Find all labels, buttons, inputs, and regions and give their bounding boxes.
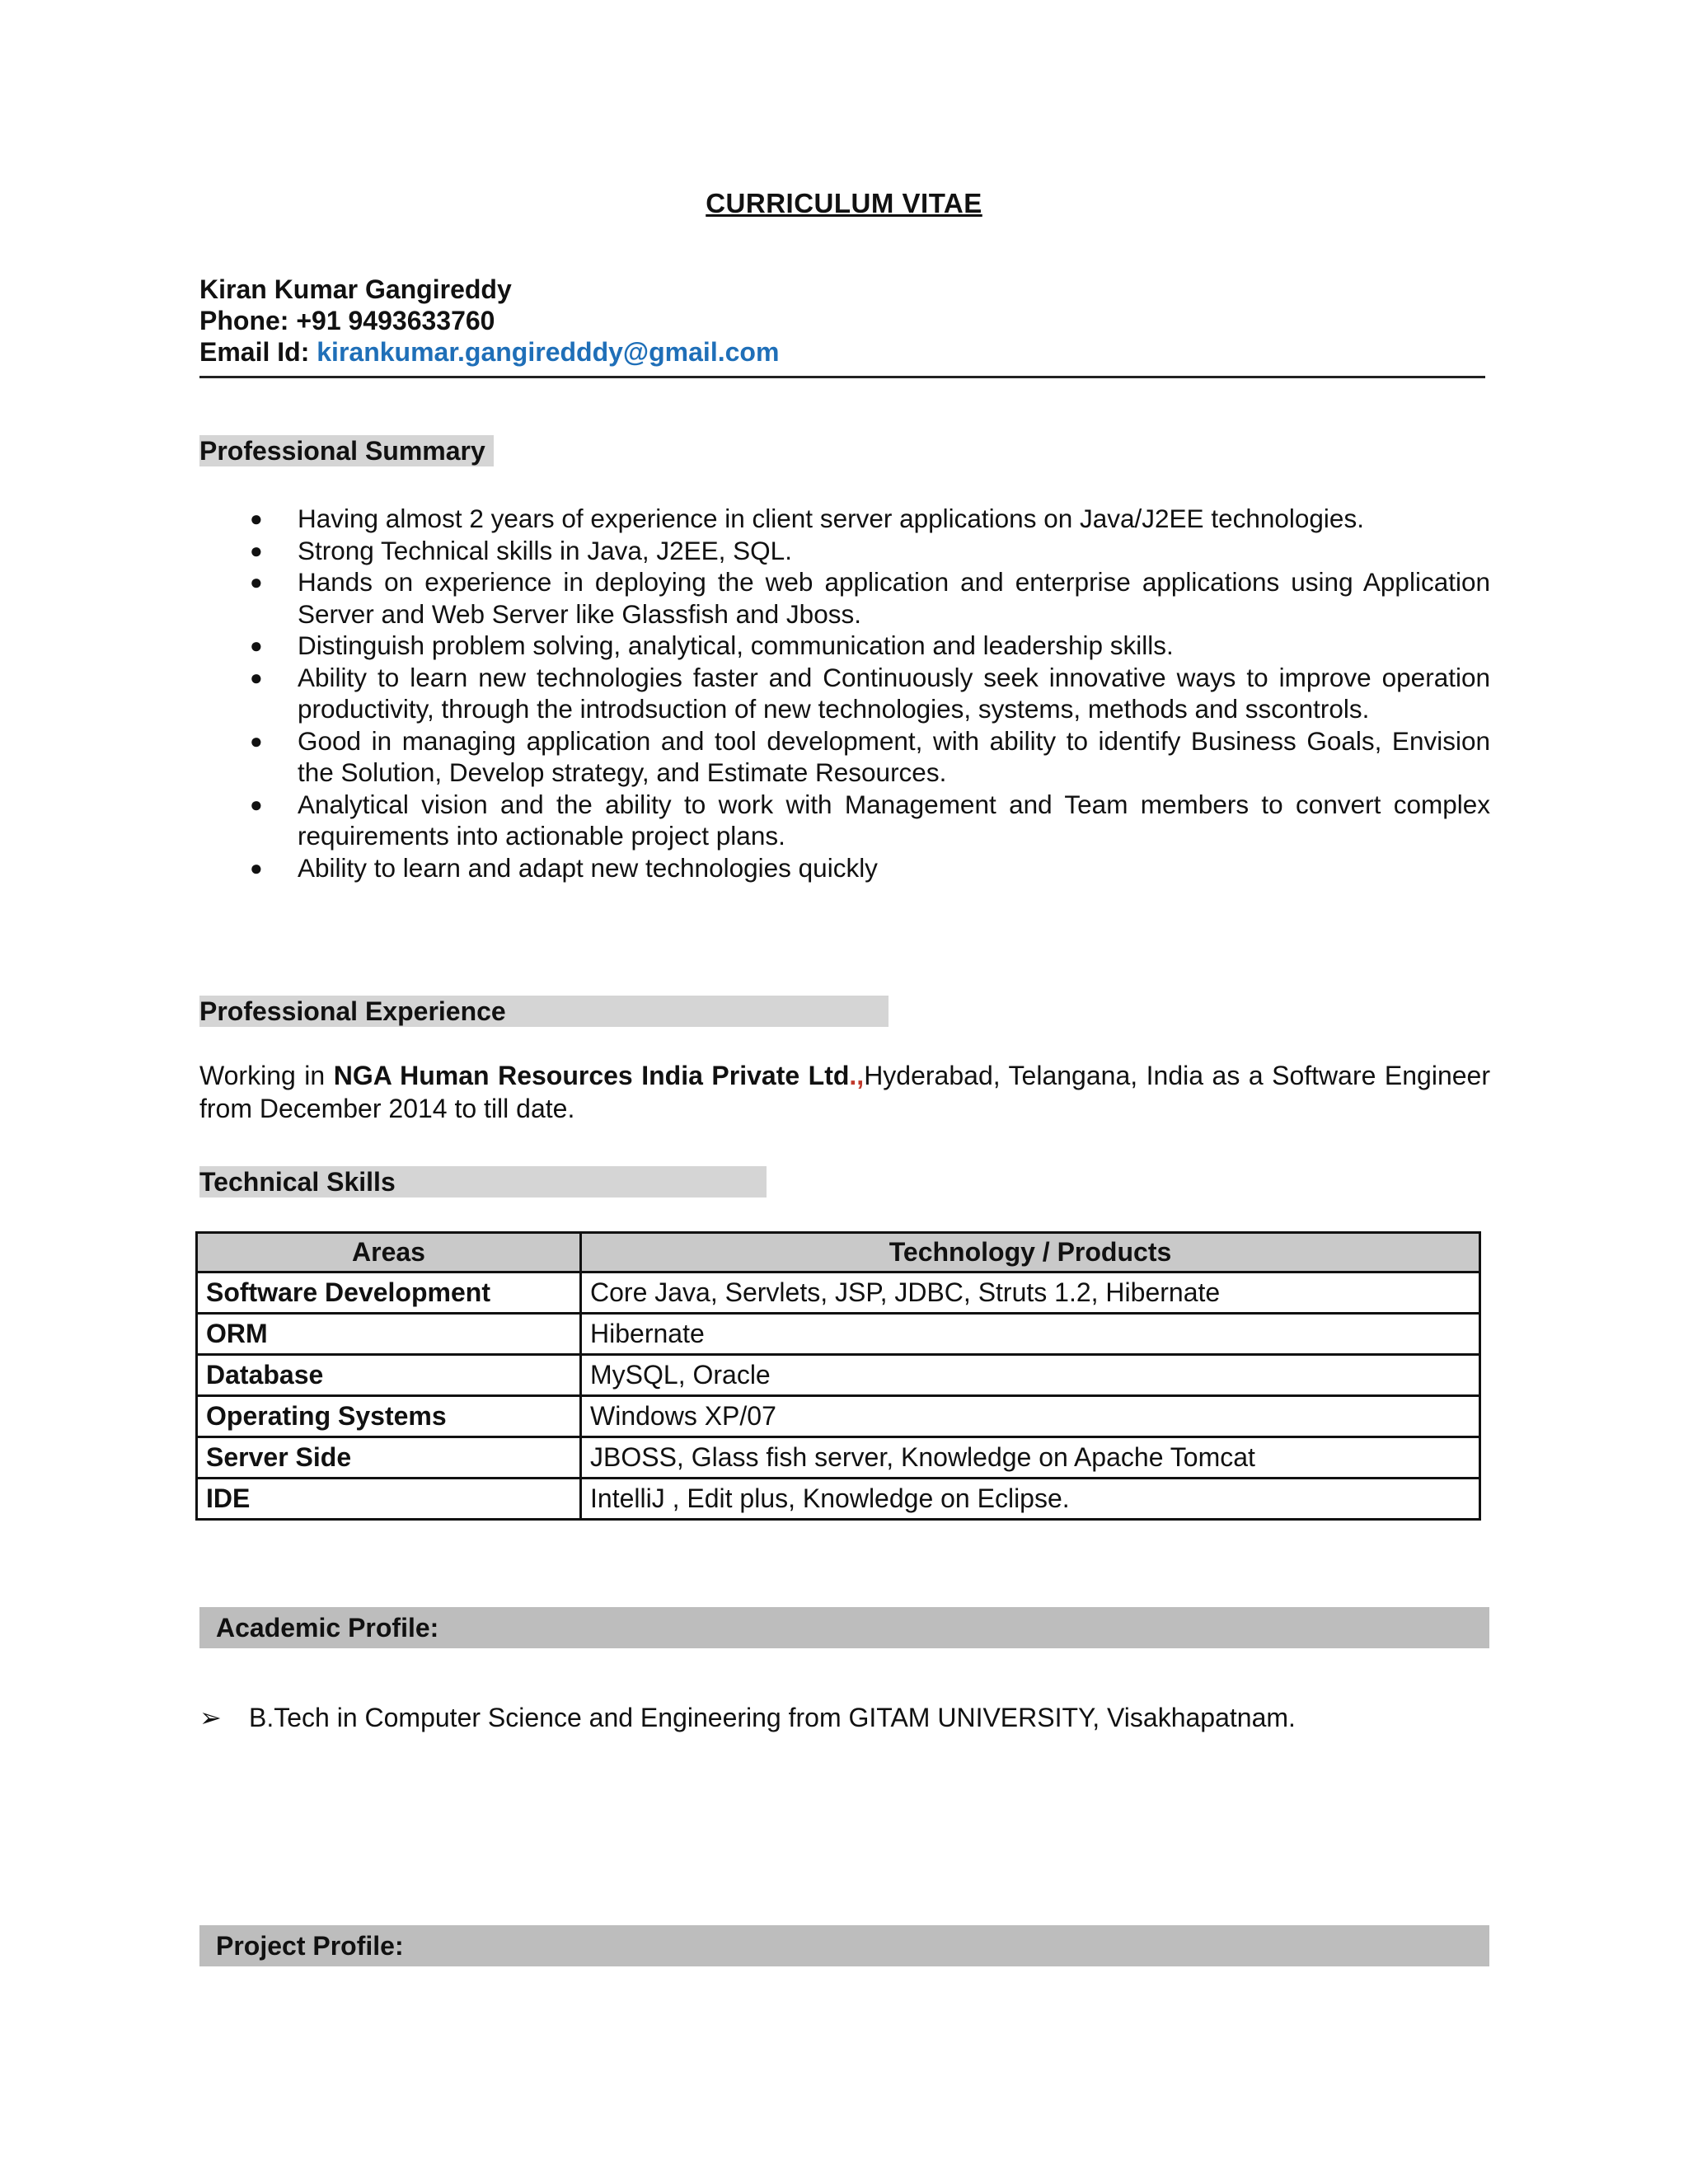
table-row: Operating Systems Windows XP/07 [197, 1396, 1480, 1437]
bullet-icon: ● [250, 569, 263, 594]
summary-item: ● Analytical vision and the ability to work with Management and Team members to convert complex requirements into actionable project plans. [250, 789, 1490, 851]
header-divider [199, 376, 1485, 378]
bullet-icon: ● [250, 633, 263, 658]
table-row: ORM Hibernate [197, 1314, 1480, 1355]
document-title: CURRICULUM VITAE [706, 188, 982, 218]
section-project-profile: Project Profile: [199, 1925, 1489, 1966]
bullet-icon: ● [250, 791, 263, 817]
summary-item: ● Having almost 2 years of experience in client server applications on Java/J2EE technologies. [250, 504, 1364, 533]
academic-text: B.Tech in Computer Science and Engineering from GITAM UNIVERSITY, Visakhapatnam. [249, 1703, 1296, 1732]
table-row: Database MySQL, Oracle [197, 1355, 1480, 1396]
summary-item: ● Hands on experience in deploying the web application and enterprise applications using Application Server and Web Server like Glassfish and Jboss. [250, 567, 1490, 629]
header-areas: Areas [197, 1233, 581, 1272]
bullet-icon: ● [250, 664, 263, 690]
summary-item: ● Ability to learn new technologies faster and Continuously seek innovative ways to improve operation productivity, through the introdsuction of new technologies, systems, methods and sscontrols. [250, 662, 1490, 724]
header-technology: Technology / Products [581, 1233, 1480, 1272]
table-header-row [197, 1233, 1480, 1272]
academic-item [199, 1702, 1296, 1733]
email-label: Email Id: [199, 337, 317, 367]
bullet-icon: ● [250, 728, 263, 753]
company-name: NGA Human Resources India Private Ltd [333, 1061, 850, 1090]
company-punct: ., [849, 1061, 865, 1090]
bullet-icon: ● [250, 537, 263, 563]
candidate-name: Kiran Kumar Gangireddy [199, 274, 512, 304]
skills-table [195, 1231, 1481, 1521]
summary-item: ● Ability to learn and adapt new technologies quickly [250, 852, 878, 883]
email-link[interactable]: kirankumar.gangiredddy@gmail.com [316, 337, 780, 367]
summary-item: ● Good in managing application and tool development, with ability to identify Business Goals, Envision the Solution, Develop strategy, and Estimate Resources. [250, 725, 1490, 787]
section-technical-skills: Technical Skills [199, 1166, 767, 1197]
contact-block [199, 274, 779, 368]
summary-list [243, 503, 1490, 883]
experience-paragraph: Working in NGA Human Resources India Private Ltd.,Hyderabad, Telangana, India as a Software Engineer from December 2014 to till date. [199, 1061, 1491, 1123]
phone-line [199, 305, 779, 336]
email-line [199, 336, 779, 368]
phone-number: +91 9493633760 [296, 306, 495, 335]
bullet-icon: ● [250, 506, 263, 531]
section-professional-summary: Professional Summary [199, 435, 494, 466]
phone-label: Phone: [199, 306, 297, 335]
arrow-bullet-icon: ➢ [199, 1703, 222, 1732]
section-professional-experience: Professional Experience [199, 996, 889, 1027]
summary-item: ● Strong Technical skills in Java, J2EE, SQL. [250, 535, 792, 565]
bullet-icon: ● [250, 855, 263, 880]
table-row: Server Side JBOSS, Glass fish server, Knowledge on Apache Tomcat [197, 1437, 1480, 1479]
summary-item: ● Distinguish problem solving, analytical, communication and leadership skills. [250, 630, 1174, 660]
table-row: Software Development Core Java, Servlets, JSP, JDBC, Struts 1.2, Hibernate [197, 1272, 1480, 1314]
table-row: IDE IntelliJ , Edit plus, Knowledge on Eclipse. [197, 1479, 1480, 1520]
section-academic-profile: Academic Profile: [199, 1607, 1489, 1648]
